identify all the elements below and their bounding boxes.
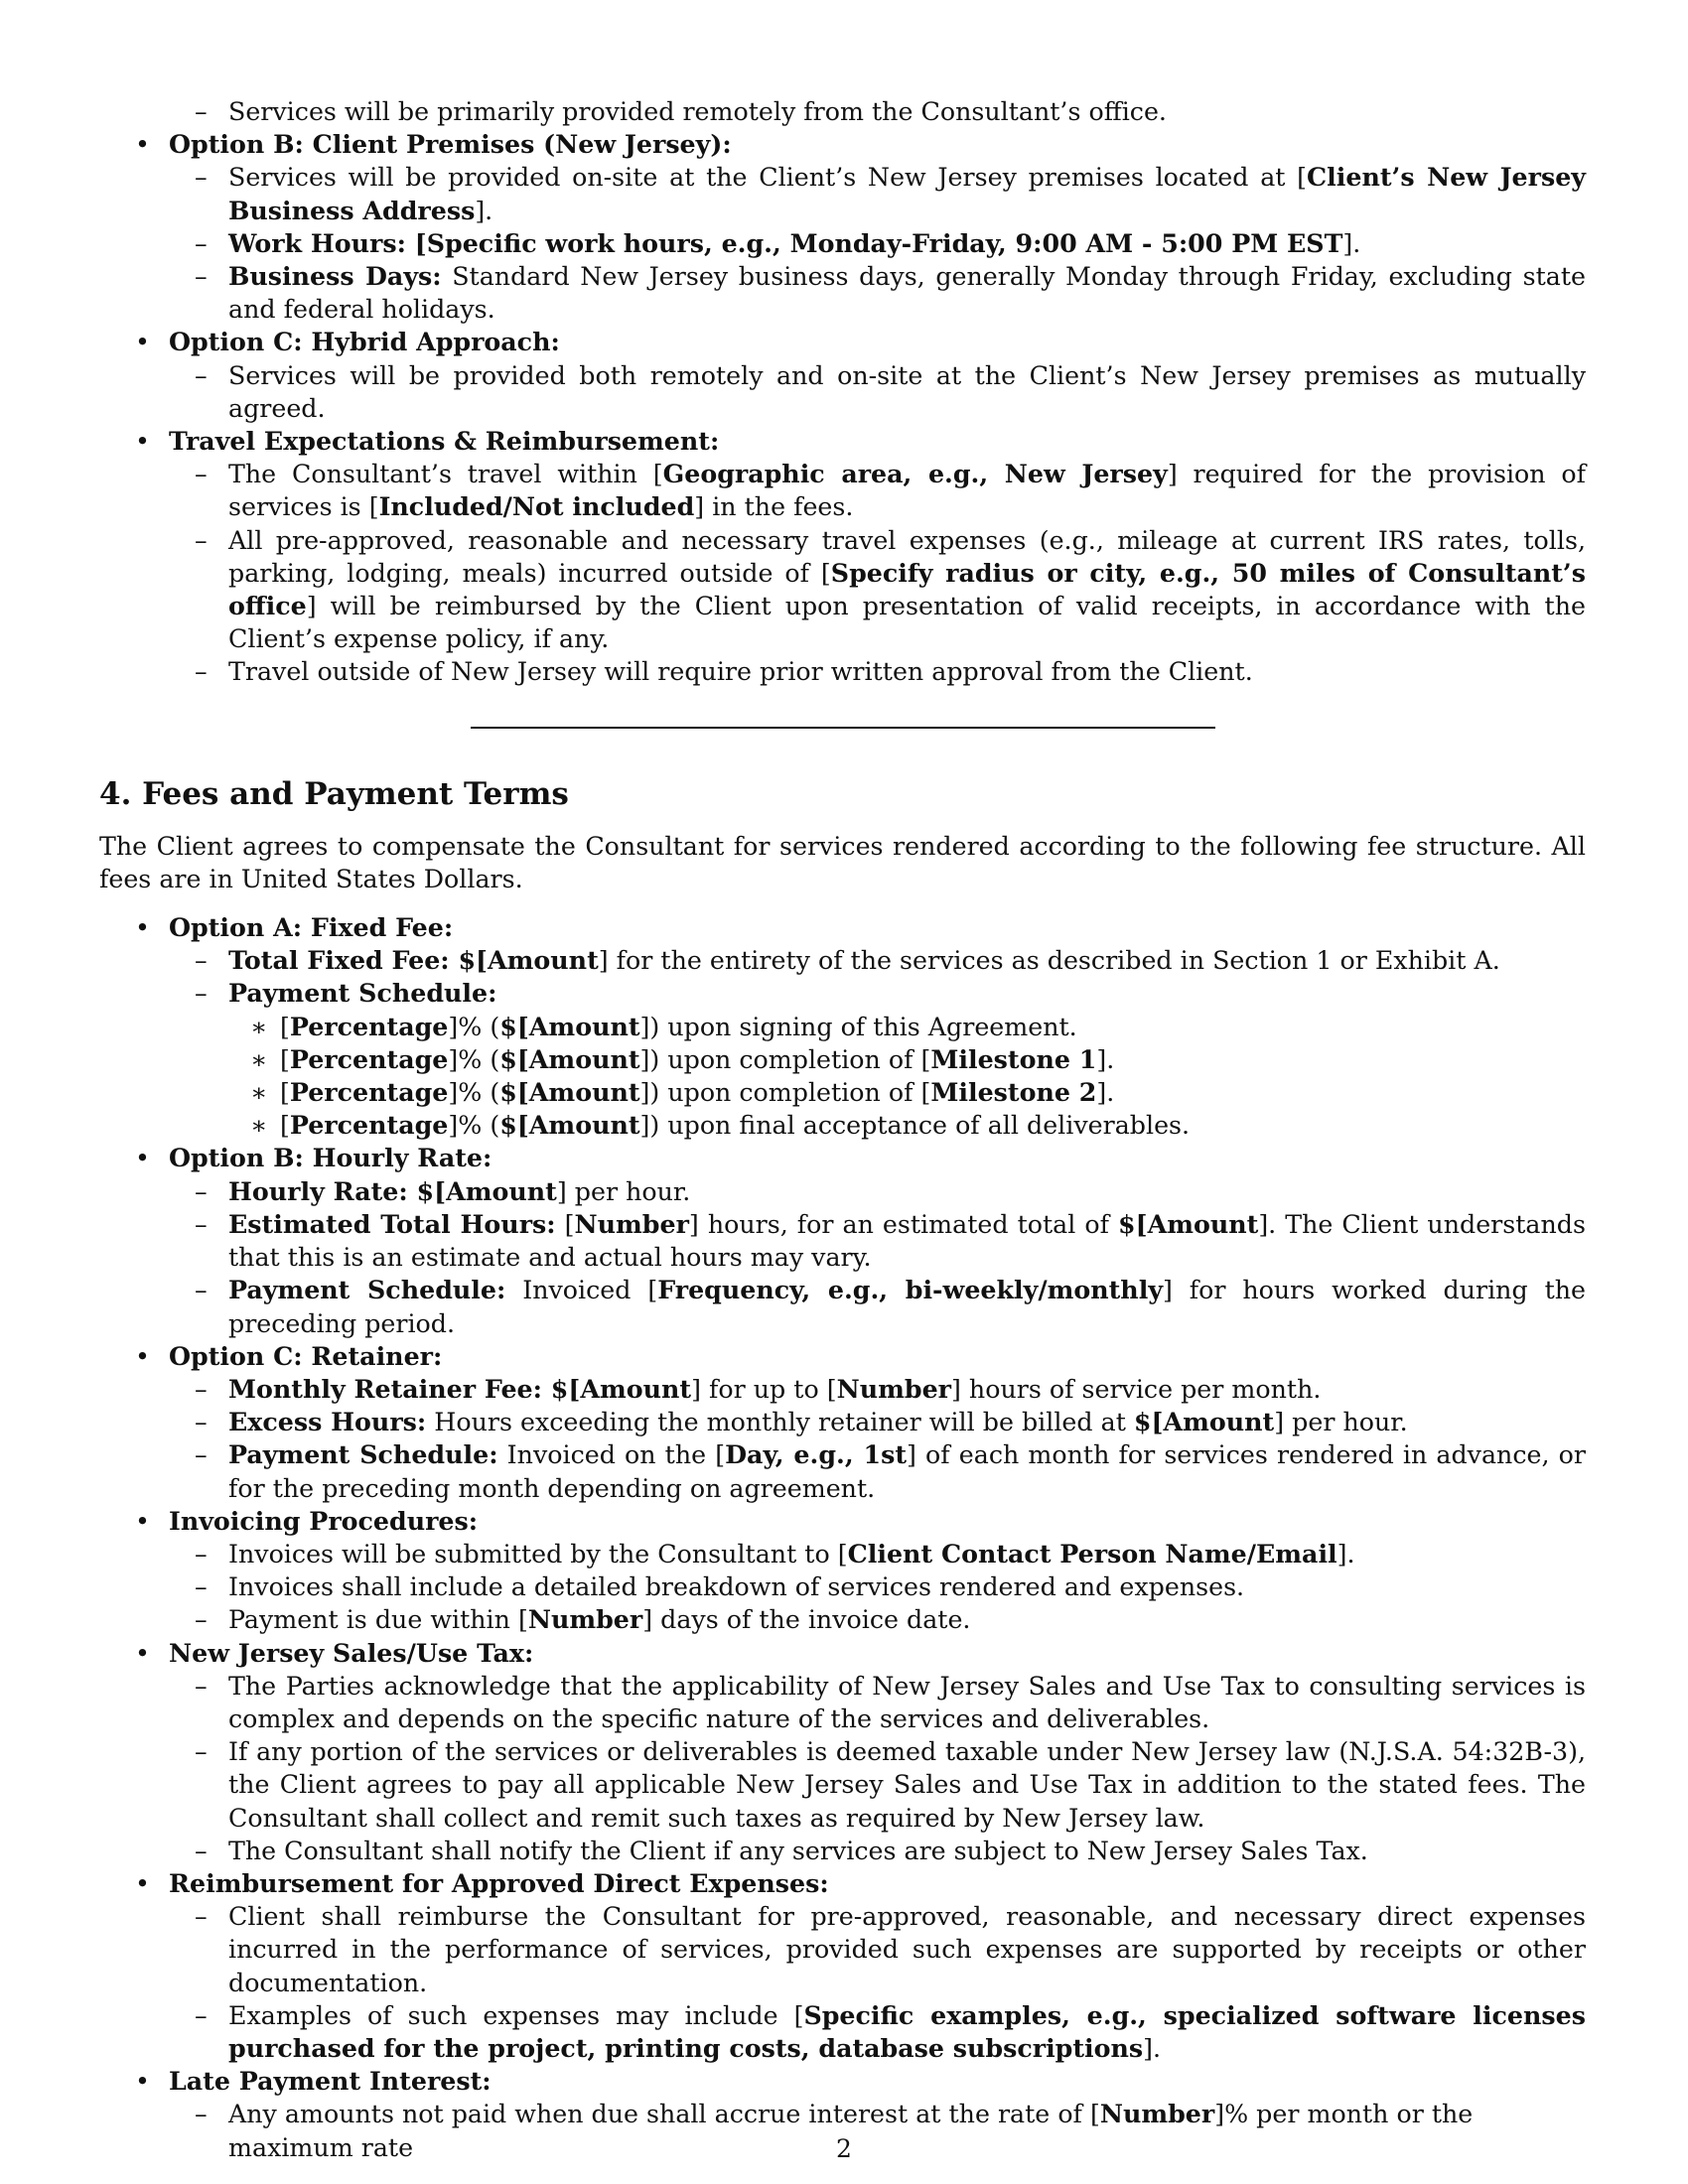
nj-sales-tax: • New Jersey Sales/Use Tax: – The Parties acknowledge that the applicability of New Jersey Sales and Use Tax to consulting services is complex and depends on the specific nature of the services and deliverables. – If any portion of the services or deliverables is deemed taxable under New Jersey law (N.J.S.A. 54:32B-3), the Client agrees to pay all applicable New Jersey Sales and Use Tax in addition to the stated fees. The Consultant shall collect and remit such taxes as required by New Jersey law. – The Consultant shall notify the Client if any services are subject to New Jersey Sales Tax. [99,1637,1586,1867]
reimb-client-item: – Client shall reimburse the Consultant for pre-approved, reasonable, and necessary direct expenses incurred in the performance of services, provided such expenses are supported by receipts or other documentation. [99,1900,1586,1999]
option-c-retainer: • Option C: Retainer: – Monthly Retainer Fee: $[Amount] for up to [Number] hours of service per month. – Excess Hours: Hours exceeding the monthly retainer will be billed at $[Amount] per hour. – Payment Schedule: Invoiced on the [Day, e.g., 1st] of each month for services rendered in advance, or for the preceding month depending on agreement. [99,1340,1586,1505]
retainer-schedule-item: – Payment Schedule: Invoiced on the [Day, e.g., 1st] of each month for services rendered in advance, or for the preceding month depending on agreement. [99,1438,1586,1504]
payment-due-item: – Payment is due within [Number] days of the invoice date. [99,1603,1586,1636]
tax-taxable-item: – If any portion of the services or deliverables is deemed taxable under New Jersey law (N.J.S.A. 54:32B-3), the Client agrees to pay all applicable New Jersey Sales and Use Tax in addition to the stated fees. The Consultant shall collect and remit such taxes as required by New Jersey law. [99,1735,1586,1835]
section-4-heading: 4. Fees and Payment Terms [99,775,569,812]
work-hours-item: – Work Hours: [Specific work hours, e.g., Monday-Friday, 9:00 AM - 5:00 PM EST]. [99,227,1586,260]
reimb-examples-item: – Examples of such expenses may include [Specific examples, e.g., specialized software licenses purchased for the project, printing costs, database subscriptions]. [99,1999,1586,2065]
travel-within-item: – The Consultant’s travel within [Geographic area, e.g., New Jersey] required for the provision of services is [Included/Not included] in the fees. [99,458,1586,523]
fee-options-list [99,911,1586,2164]
travel-expectations [99,425,1586,689]
tax-acknowledge-item: – The Parties acknowledge that the applicability of New Jersey Sales and Use Tax to consulting services is complex and depends on the specific nature of the services and deliverables. [99,1670,1586,1735]
late-interest-item: – Any amounts not paid when due shall accrue interest at the rate of [Number]% per month or the maximum rate [99,2098,1586,2163]
option-b-title: Option B: Client Premises (New Jersey): [169,129,732,160]
estimated-hours-item: – Estimated Total Hours: [Number] hours, for an estimated total of $[Amount]. The Client understands that this is an estimate and actual hours may vary. [99,1208,1586,1274]
option-c-hybrid [99,326,1586,425]
business-days-item: – Business Days: Standard New Jersey business days, generally Monday through Friday, excluding state and federal holidays. [99,260,1586,326]
late-payment-interest: • Late Payment Interest: – Any amounts not paid when due shall accrue interest at the rate of [Number]% per month or the maximum rate [99,2065,1586,2164]
section-4-intro: The Client agrees to compensate the Consultant for services rendered according to the following fee structure. All fees are in United States Dollars. [99,831,1586,893]
section-divider [471,727,1215,729]
hybrid-item: – Services will be provided both remotely and on-site at the Client’s New Jersey premises as mutually agreed. [99,359,1586,425]
payment-schedule-item: – Payment Schedule: ∗ [Percentage]% ($[Amount]) upon signing of this Agreement. ∗ [Percentage]% ($[Amount]) upon completion of [Milestone 1]. ∗ [Percentage]% ($[Amount]) upon completion of [Milestone 2]. ∗ [Percentage]% ($[Amount]) upon final acceptance of all deliverables. [99,977,1586,1142]
reimbursement-direct-expenses: • Reimbursement for Approved Direct Expenses: – Client shall reimburse the Consultant for pre-approved, reasonable, and necessary direct expenses incurred in the performance of services, provided such expenses are supported by receipts or other documentation. – Examples of such expenses may include [Specific examples, e.g., specialized software licenses purchased for the project, printing costs, database subscriptions]. [99,1867,1586,2065]
hourly-schedule-item: – Payment Schedule: Invoiced [Frequency, e.g., bi-weekly/monthly] for hours worked during the preceding period. [99,1274,1586,1339]
document-page [99,95,1586,2164]
page-number: 2 [836,2134,852,2163]
travel-expenses-item: – All pre-approved, reasonable and necessary travel expenses (e.g., mileage at current IRS rates, tolls, parking, lodging, meals) incurred outside of [Specify radius or city, e.g., 50 miles of Consultant’s office] will be reimbursed by the Client upon presentation of valid receipts, in accordance with the Client’s expense policy, if any. [99,524,1586,656]
schedule-milestone-2: ∗ [Percentage]% ($[Amount]) upon completion of [Milestone 2]. [99,1076,1586,1109]
invoice-breakdown-item: – Invoices shall include a detailed breakdown of services rendered and expenses. [99,1570,1586,1603]
option-b-hourly-rate: • Option B: Hourly Rate: – Hourly Rate: $[Amount] per hour. – Estimated Total Hours: [Number] hours, for an estimated total of $[Amount]. The Client understands that this is an estimate and actual hours may vary. – Payment Schedule: Invoiced [Frequency, e.g., bi-weekly/monthly] for hours worked during the preceding period. [99,1142,1586,1339]
total-fixed-fee-item: – Total Fixed Fee: $[Amount] for the entirety of the services as described in Section 1 or Exhibit A. [99,944,1586,977]
schedule-milestone-1: ∗ [Percentage]% ($[Amount]) upon completion of [Milestone 1]. [99,1043,1586,1076]
tax-notify-item: – The Consultant shall notify the Client if any services are subject to New Jersey Sales Tax. [99,1835,1586,1867]
hourly-rate-item: – Hourly Rate: $[Amount] per hour. [99,1175,1586,1208]
invoicing-procedures: • Invoicing Procedures: – Invoices will be submitted by the Consultant to [Client Contact Person Name/Email]. – Invoices shall include a detailed breakdown of services rendered and expenses. – Payment is due within [Number] days of the invoice date. [99,1505,1586,1637]
excess-hours-item: – Excess Hours: Hours exceeding the monthly retainer will be billed at $[Amount] per hour. [99,1406,1586,1438]
remote-services-item: – Services will be primarily provided remotely from the Consultant’s office. [99,95,1586,128]
travel-title: Travel Expectations & Reimbursement: [169,426,720,457]
option-a-fixed-fee: • Option A: Fixed Fee: – Total Fixed Fee: $[Amount] for the entirety of the services as described in Section 1 or Exhibit A. – Payment Schedule: ∗ [Percentage]% ($[Amount]) upon signing of this Agreement. ∗ [Percentage]% ($[Amount]) upon completion of [Milestone 1]. ∗ [Percentage]% ($[Amount]) upon completion of [Milestone 2]. ∗ [Percentage]% ($[Amount]) upon final acceptance of all deliverables. [99,911,1586,1142]
option-a-continued [99,95,1586,128]
option-c-title: Option C: Hybrid Approach: [169,327,560,357]
schedule-signing: ∗ [Percentage]% ($[Amount]) upon signing of this Agreement. [99,1011,1586,1043]
onsite-address-item: – Services will be provided on-site at the Client’s New Jersey premises located at [Client’s New Jersey Business Address]. [99,161,1586,226]
travel-outside-item: – Travel outside of New Jersey will require prior written approval from the Client. [99,655,1586,688]
schedule-final: ∗ [Percentage]% ($[Amount]) upon final acceptance of all deliverables. [99,1109,1586,1142]
retainer-fee-item: – Monthly Retainer Fee: $[Amount] for up to [Number] hours of service per month. [99,1373,1586,1406]
option-list-top [99,95,1586,689]
invoice-submission-item: – Invoices will be submitted by the Consultant to [Client Contact Person Name/Email]. [99,1538,1586,1570]
option-b-client-premises [99,128,1586,326]
